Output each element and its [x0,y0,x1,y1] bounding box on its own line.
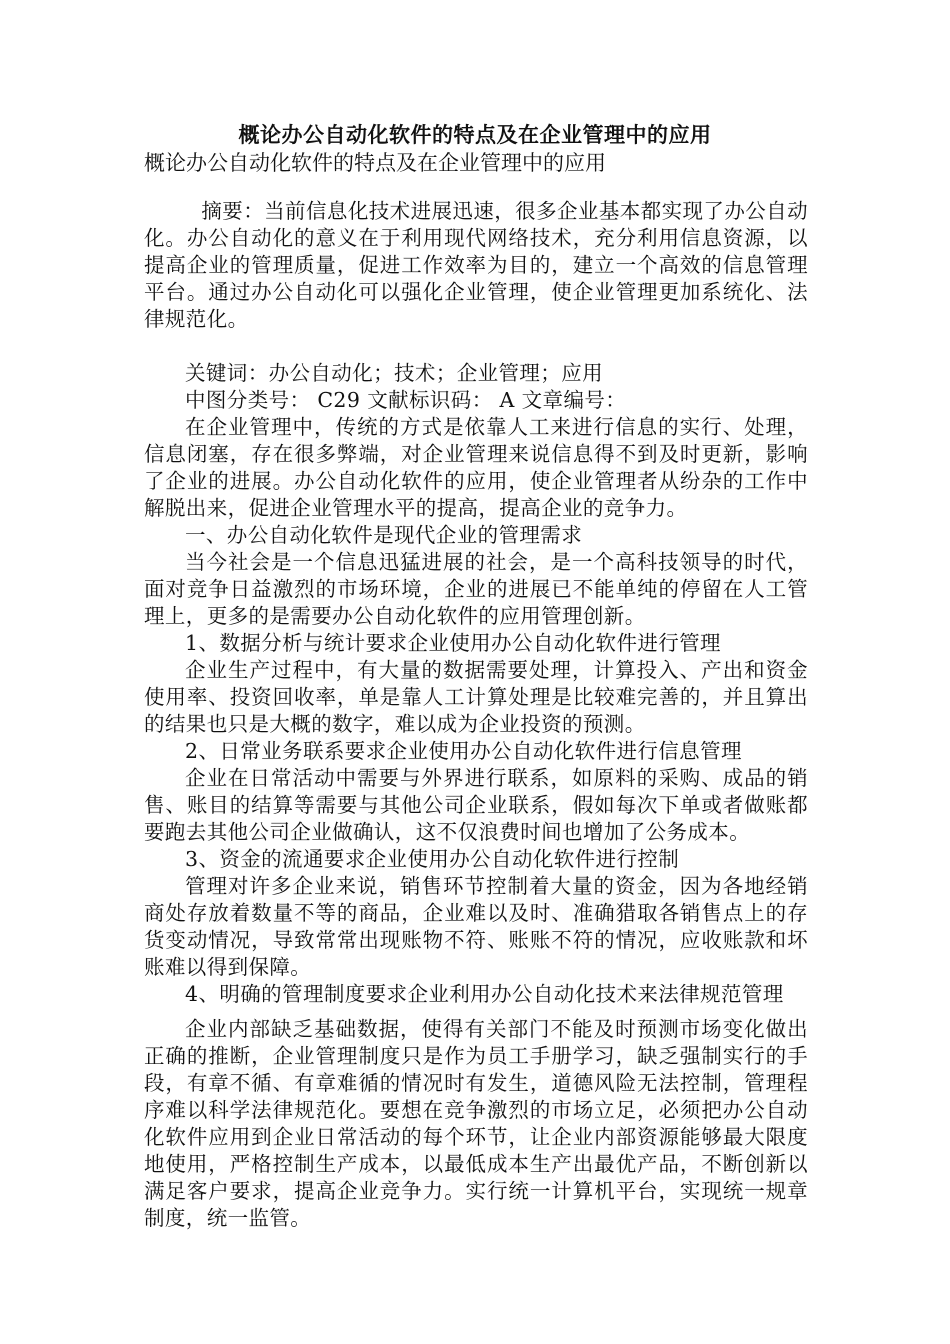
abstract-paragraph: 摘要：当前信息化技术进展迅速，很多企业基本都实现了办公自动化。办公自动化的意义在于利用现代网络技术，充分利用信息资源，以提高企业的管理质量，促进工作效率为目的，建立一个高效的信息管理平台。通过办公自动化可以强化企业管理，使企业管理更加系统化、法律规范化。 [144,199,808,331]
document-title: 概论办公自动化软件的特点及在企业管理中的应用 [238,122,712,147]
document-body [144,198,808,1232]
section-heading: 一、办公自动化软件是现代企业的管理需求 [185,523,583,547]
subsection-heading: 4、明确的管理制度要求企业利用办公自动化技术来法律规范管理 [185,982,784,1006]
body-paragraph: 当今社会是一个信息迅猛进展的社会，是一个高科技领导的时代，面对竞争日益激烈的市场环境，企业的进展已不能单纯的停留在人工管理上，更多的是需要办公自动化软件的应用管理创新。 [144,550,808,628]
body-paragraph: 企业生产过程中，有大量的数据需要处理，计算投入、产出和资金使用率、投资回收率，单是靠人工计算处理是比较难完善的，并且算出的结果也只是大概的数字，难以成为企业投资的预测。 [144,658,808,736]
document-subtitle: 概论办公自动化软件的特点及在企业管理中的应用 [144,151,606,175]
body-paragraph: 企业在日常活动中需要与外界进行联系，如原料的采购、成品的销售、账目的结算等需要与其他公司企业联系，假如每次下单或者做账都要跑去其他公司企业做确认，这不仅浪费时间也增加了公务成本。 [144,766,808,844]
classification-line: 中图分类号： C29 文献标识码： A 文章编号： [185,388,627,412]
body-paragraph: 在企业管理中，传统的方式是依靠人工来进行信息的实行、处理，信息闭塞，存在很多弊端，对企业管理来说信息得不到及时更新，影响了企业的进展。办公自动化软件的应用，使企业管理者从纷杂的工作中解脱出来，促进企业管理水平的提高，提高企业的竞争力。 [144,415,808,520]
subsection-heading: 2、日常业务联系要求企业使用办公自动化软件进行信息管理 [185,739,742,763]
keywords-line: 关键词：办公自动化；技术；企业管理；应用 [185,361,603,385]
subsection-heading: 1、数据分析与统计要求企业使用办公自动化软件进行管理 [185,631,721,655]
body-paragraph: 管理对许多企业来说，销售环节控制着大量的资金，因为各地经销商处存放着数量不等的商品，企业难以及时、准确猎取各销售点上的存货变动情况，导致常常出现账物不符、账账不符的情况，应收账款和坏账难以得到保障。 [144,874,808,979]
body-paragraph: 企业内部缺乏基础数据，使得有关部门不能及时预测市场变化做出正确的推断，企业管理制度只是作为员工手册学习，缺乏强制实行的手段，有章不循、有章难循的情况时有发生，道德风险无法控制，管理程序难以科学法律规范化。要想在竞争激烈的市场立足，必须把办公自动化软件应用到企业日常活动的每个环节，让企业内部资源能够最大限度地使用，严格控制生产成本，以最低成本生产出最优产品，不断创新以满足客户要求，提高企业竞争力。实行统一计算机平台，实现统一规章制度，统一监管。 [144,1017,808,1230]
subsection-heading: 3、资金的流通要求企业使用办公自动化软件进行控制 [185,847,680,871]
